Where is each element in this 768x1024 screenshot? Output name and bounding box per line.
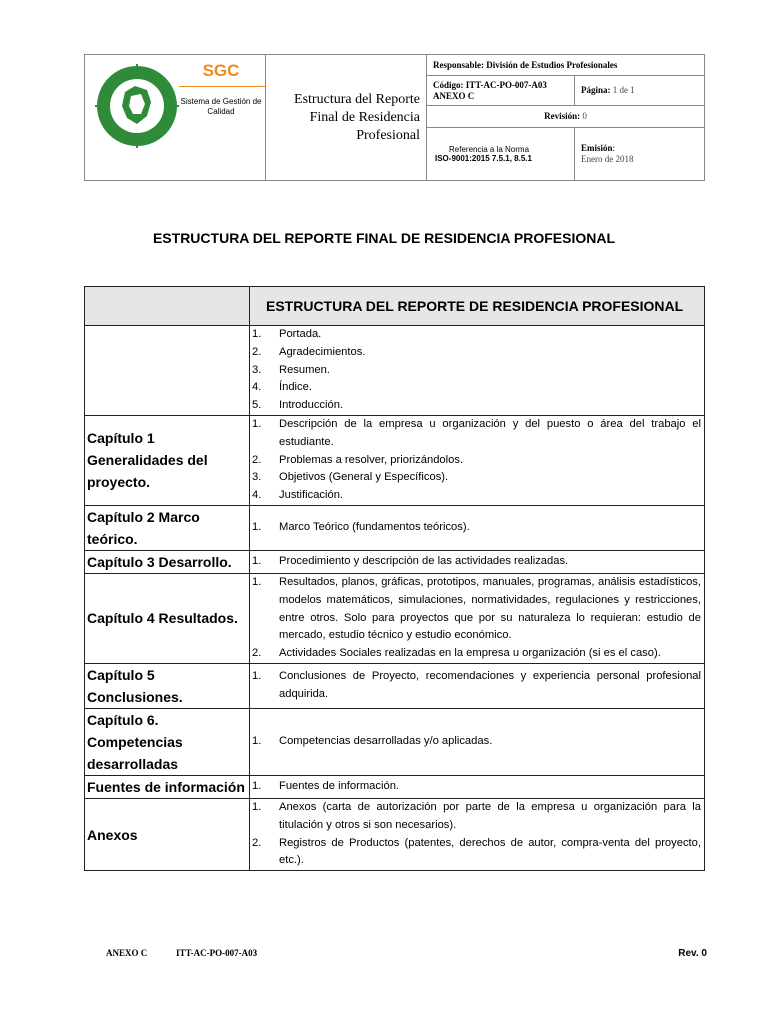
codigo-cell <box>427 76 575 106</box>
emision-label: Emisión <box>581 143 613 153</box>
item-number: 1. <box>252 670 262 683</box>
item-text: Justificación. <box>279 489 344 502</box>
list-item <box>250 416 704 452</box>
responsable-value: División de Estudios Profesionales <box>486 59 618 70</box>
item-number: 1. <box>252 780 262 793</box>
section-label: Capítulo 2 Marco teórico. <box>85 505 250 550</box>
item-number: 2. <box>252 647 262 660</box>
item-text: Anexos (carta de autorización por parte de la empresa u organización para la titulación y otros si son necesarios). <box>279 800 701 831</box>
section-items <box>250 415 705 505</box>
item-text: Fuentes de información. <box>279 780 400 793</box>
footer-code: ITT-AC-PO-007-A03 <box>176 948 258 958</box>
logo-cell <box>85 55 266 181</box>
item-number: 1. <box>252 417 262 430</box>
table-row <box>85 798 705 870</box>
list-item <box>250 397 704 415</box>
institute-seal-logo <box>95 64 179 148</box>
list-item <box>250 733 704 751</box>
item-text: Problemas a resolver, priorizándolos. <box>279 453 464 466</box>
item-text: Conclusiones de Proyecto, recomendaciones y experiencia personal profesional adquirida. <box>279 670 701 700</box>
section-items <box>250 775 705 798</box>
section-label: Capítulo 4 Resultados. <box>85 573 250 663</box>
section-label: Capítulo 6. Competencias desarrolladas <box>85 708 250 775</box>
item-number: 3. <box>252 471 262 484</box>
list-item <box>250 326 704 344</box>
section-label: Capítulo 3 Desarrollo. <box>85 550 250 573</box>
item-text: Objetivos (General y Específicos). <box>279 471 449 484</box>
item-text: Marco Teórico (fundamentos teóricos). <box>279 521 470 534</box>
revision-cell <box>427 106 705 128</box>
item-number: 1. <box>252 735 262 748</box>
list-item <box>250 645 704 663</box>
list-item <box>250 362 704 380</box>
item-number: 2. <box>252 345 262 358</box>
item-text: Competencias desarrolladas y/o aplicadas. <box>279 735 493 748</box>
item-number: 1. <box>252 328 262 340</box>
item-text: Actividades Sociales realizadas en la empresa u organización (si es el caso). <box>279 647 661 660</box>
item-text: Índice. <box>279 381 312 394</box>
item-text: Introducción. <box>279 399 344 412</box>
list-item <box>250 553 704 571</box>
section-items <box>250 505 705 550</box>
section-label: Fuentes de información <box>85 775 250 798</box>
pagina-cell <box>575 76 705 106</box>
item-number: 1. <box>252 521 262 534</box>
header-title <box>266 55 427 181</box>
footer-revision: Rev. 0 <box>678 948 707 959</box>
document-header <box>84 54 705 181</box>
referencia-value: ISO-9001:2015 7.5.1, 8.5.1 <box>435 154 532 163</box>
revision-value: 0 <box>582 111 587 121</box>
table-row <box>85 415 705 505</box>
list-item <box>250 778 704 796</box>
header-title-line: Profesional <box>356 127 420 143</box>
item-number: 3. <box>252 363 262 376</box>
list-item <box>250 835 704 871</box>
footer-anexo: ANEXO C <box>106 948 148 958</box>
table-row <box>85 505 705 550</box>
list-item <box>250 469 704 487</box>
structure-table <box>84 286 705 871</box>
item-text: Portada. <box>279 328 322 340</box>
list-item <box>250 379 704 397</box>
item-number: 4. <box>252 489 262 502</box>
referencia-label: Referencia a la Norma <box>449 145 530 154</box>
sgc-divider <box>179 86 265 87</box>
item-number: 1. <box>252 800 262 813</box>
section-label: Capítulo 1 Generalidades del proyecto. <box>85 415 250 505</box>
corner-cell <box>85 287 250 326</box>
anexo-label: ANEXO C <box>433 90 475 101</box>
revision-label: Revisión: <box>544 111 581 121</box>
sgc-logo-text: SGC <box>202 61 240 80</box>
item-number: 1. <box>252 555 262 568</box>
codigo-value: ITT-AC-PO-007-A03 <box>465 79 547 90</box>
emision-value: Enero de 2018 <box>581 154 634 164</box>
table-row <box>85 573 705 663</box>
header-title-line: Final de Residencia <box>309 109 420 125</box>
list-item <box>250 344 704 362</box>
section-label: Anexos <box>85 798 250 870</box>
table-column-header: ESTRUCTURA DEL REPORTE DE RESIDENCIA PROFESIONAL <box>250 287 705 326</box>
section-label: Capítulo 5 Conclusiones. <box>85 663 250 708</box>
section-items <box>250 550 705 573</box>
item-number: 2. <box>252 836 262 849</box>
item-number: 1. <box>252 575 262 588</box>
table-row <box>85 663 705 708</box>
section-items <box>250 326 705 416</box>
document-title: ESTRUCTURA DEL REPORTE FINAL DE RESIDENCIA PROFESIONAL <box>152 230 616 246</box>
list-item <box>250 487 704 505</box>
responsable-cell <box>427 55 705 76</box>
section-items <box>250 708 705 775</box>
codigo-label: Código: <box>433 79 464 90</box>
section-items <box>250 798 705 870</box>
list-item <box>250 519 704 537</box>
table-row <box>85 775 705 798</box>
emision-cell: Emisión: Enero de 2018 <box>575 128 705 181</box>
item-text: Procedimiento y descripción de las actividades realizadas. <box>279 555 569 568</box>
table-row <box>85 326 705 416</box>
item-text: Agradecimientos. <box>279 345 366 358</box>
item-number: 2. <box>252 453 262 466</box>
item-text: Resultados, planos, gráficas, prototipos, manuales, programas, análisis estadísticos, modelos matemáticos, simulaciones, normatividades, regulaciones y restricciones, entre otros. Solo para proyectos que por su naturaleza lo requieran: estudio de mercado, estudio técnico y estudio económico. <box>279 575 701 642</box>
section-label <box>85 326 250 416</box>
item-number: 4. <box>252 381 262 394</box>
item-number: 5. <box>252 399 262 412</box>
section-items <box>250 573 705 663</box>
list-item <box>250 574 704 645</box>
referencia-cell <box>427 128 575 181</box>
header-title-line: Estructura del Reporte <box>294 91 420 107</box>
item-text: Registros de Productos (patentes, derechos de autor, compra-venta del proyecto, etc.). <box>279 836 701 867</box>
item-text: Descripción de la empresa u organización y del puesto o área del trabajo el estudiante. <box>279 417 701 448</box>
list-item <box>250 452 704 470</box>
list-item <box>250 799 704 835</box>
section-items <box>250 663 705 708</box>
sgc-subtitle: Sistema de Gestión de Calidad <box>180 97 262 116</box>
table-row <box>85 708 705 775</box>
pagina-label: Página: <box>581 85 611 95</box>
item-text: Resumen. <box>279 363 330 376</box>
list-item <box>250 668 704 704</box>
table-row <box>85 550 705 573</box>
responsable-label: Responsable: <box>433 59 485 70</box>
pagina-value: 1 de 1 <box>612 85 635 95</box>
